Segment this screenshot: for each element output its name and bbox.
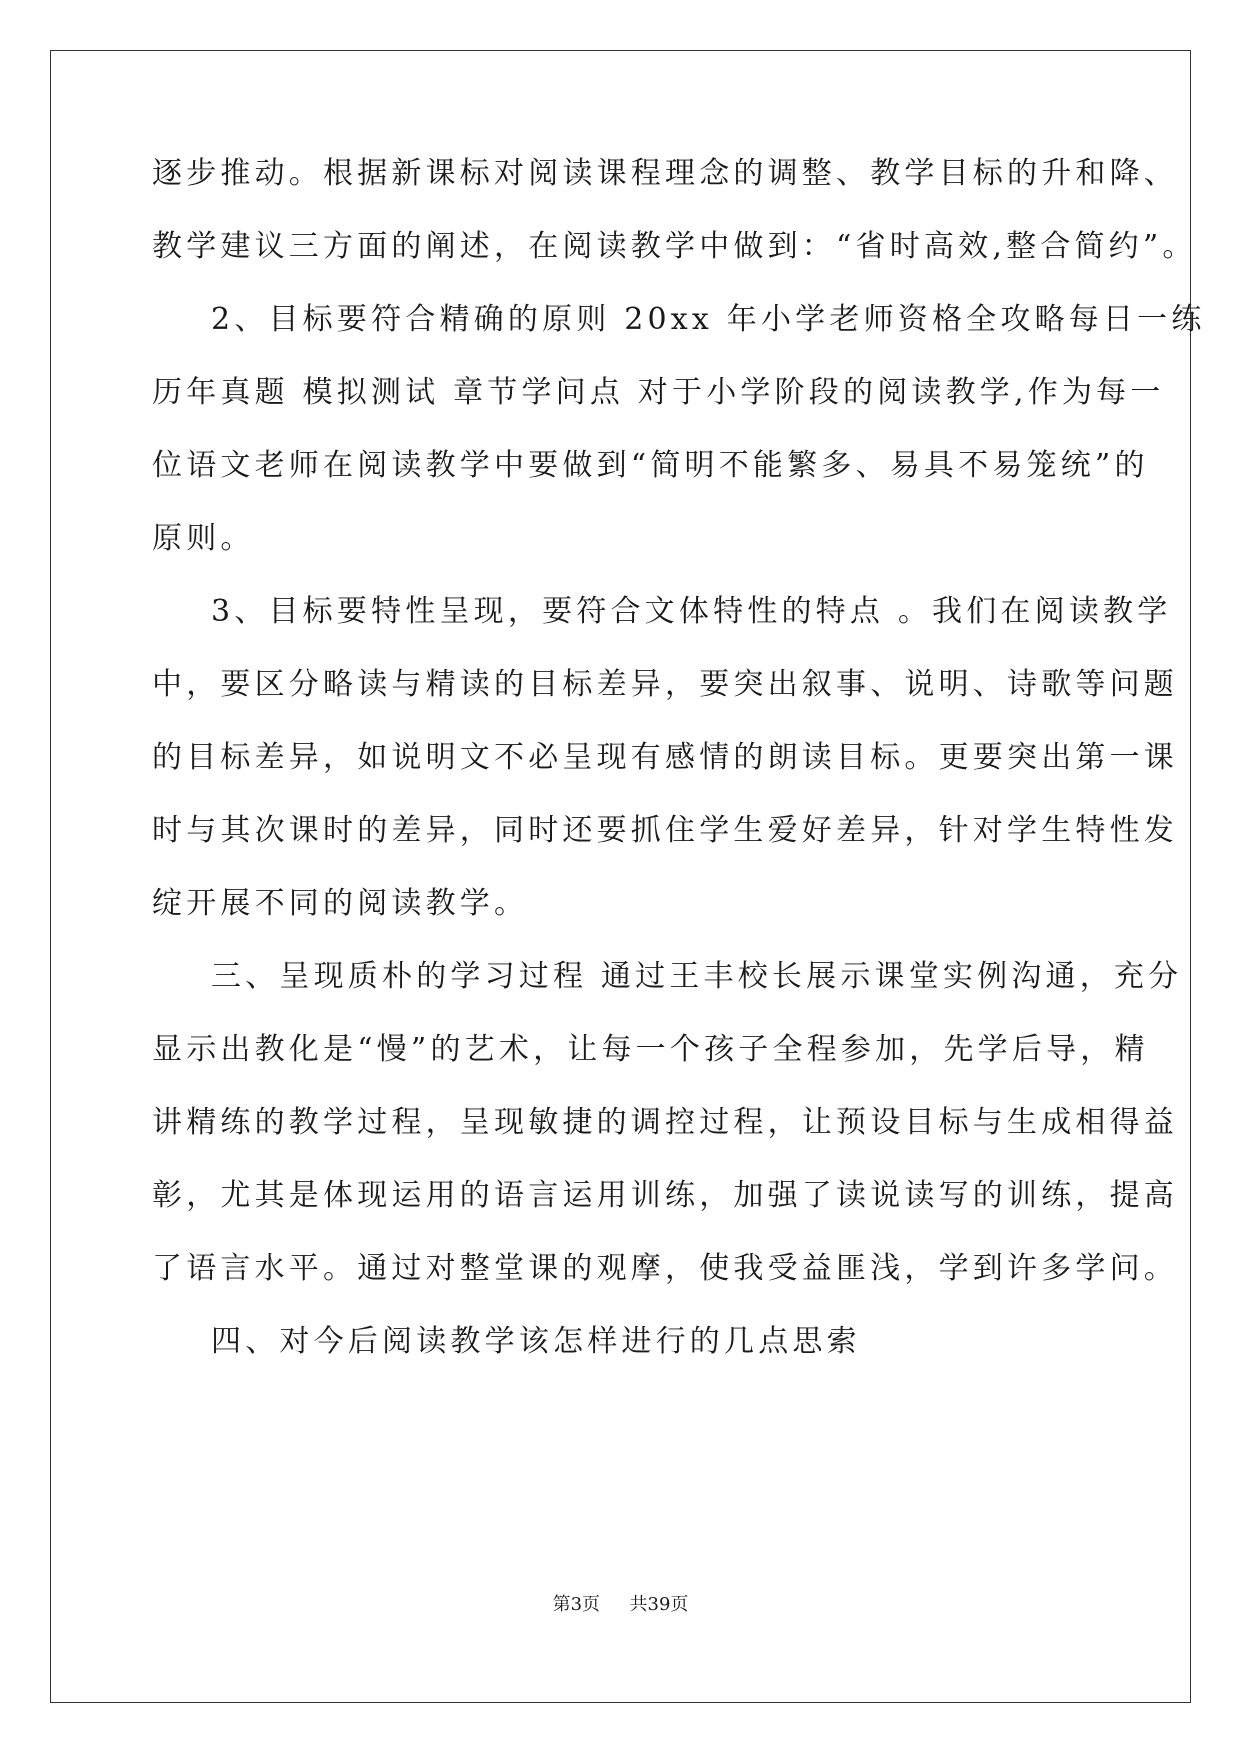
body-line: 的目标差异，如说明文不必呈现有感情的朗读目标。更要突出第一课 bbox=[152, 740, 1178, 775]
body-line: 原则。 bbox=[152, 521, 255, 556]
page-number: 第3页 bbox=[552, 1594, 601, 1615]
body-line: 绽开展不同的阅读教学。 bbox=[152, 886, 529, 921]
body-line: 讲精练的教学过程，呈现敏捷的调控过程，让预设目标与生成相得益 bbox=[152, 1105, 1178, 1140]
page-border bbox=[50, 50, 1206, 1703]
body-line: 2、目标要符合精确的原则 20xx 年小学老师资格全攻略每日一练 bbox=[211, 302, 1206, 337]
body-line: 位语文老师在阅读教学中要做到“简明不能繁多、易具不易笼统”的 bbox=[152, 448, 1149, 483]
body-line: 时与其次课时的差异，同时还要抓住学生爱好差异，针对学生特性发 bbox=[152, 813, 1178, 848]
body-line: 3、目标要特性呈现，要符合文体特性的特点 。我们在阅读教学 bbox=[211, 594, 1172, 629]
body-line: 了语言水平。通过对整堂课的观摩，使我受益匪浅，学到许多学问。 bbox=[152, 1251, 1178, 1286]
body-line: 教学建议三方面的阐述，在阅读教学中做到：“省时高效,整合简约”。 bbox=[152, 229, 1197, 264]
body-line: 彰，尤其是体现运用的语言运用训练，加强了读说读写的训练，提高 bbox=[152, 1178, 1178, 1213]
body-line: 三、呈现质朴的学习过程 通过王丰校长展示课堂实例沟通，充分 bbox=[211, 959, 1183, 994]
body-line: 四、对今后阅读教学该怎样进行的几点思索 bbox=[211, 1324, 861, 1359]
body-line: 历年真题 模拟测试 章节学问点 对于小学阶段的阅读教学,作为每一 bbox=[152, 375, 1165, 410]
body-line: 中，要区分略读与精读的目标差异，要突出叙事、说明、诗歌等问题 bbox=[152, 667, 1178, 702]
body-line: 显示出教化是“慢”的艺术，让每一个孩子全程参加，先学后导，精 bbox=[152, 1032, 1149, 1067]
page-total: 共39页 bbox=[629, 1594, 689, 1615]
page-footer bbox=[0, 1594, 1241, 1616]
body-line: 逐步推动。根据新课标对阅读课程理念的调整、教学目标的升和降、 bbox=[152, 156, 1178, 191]
